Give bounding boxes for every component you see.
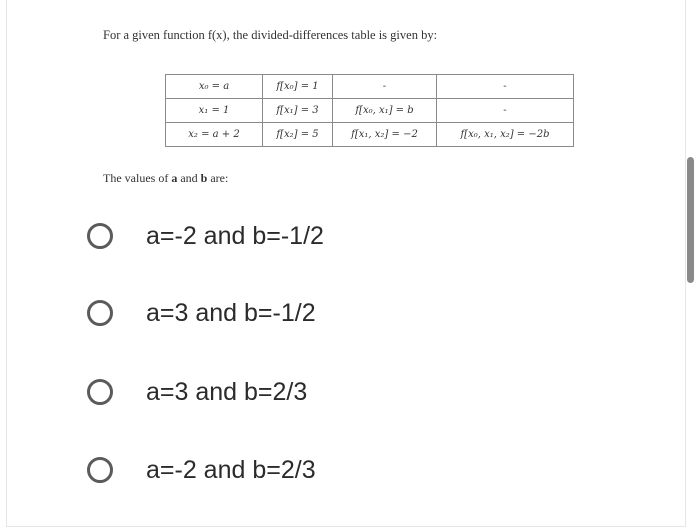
table-cell: - xyxy=(437,99,574,123)
option-label: a=-2 and b=2/3 xyxy=(146,455,316,484)
table-row xyxy=(166,123,574,147)
option-label: a=3 and b=-1/2 xyxy=(146,298,316,327)
table-cell: - xyxy=(333,75,437,99)
table-cell: f[x₂] = 5 xyxy=(263,123,333,147)
table-row xyxy=(166,99,574,123)
table-cell: f[x₀, x₁] = b xyxy=(333,99,437,123)
option-label: a=3 and b=2/3 xyxy=(146,377,308,406)
answer-prompt xyxy=(103,171,228,186)
table-cell: x₁ = 1 xyxy=(166,99,263,123)
table-cell: x₂ = a + 2 xyxy=(166,123,263,147)
prompt-middle: and xyxy=(180,171,198,185)
answer-option-4[interactable] xyxy=(87,452,316,488)
radio-button-icon[interactable] xyxy=(87,300,113,326)
radio-button-icon[interactable] xyxy=(87,379,113,405)
radio-button-icon[interactable] xyxy=(87,457,113,483)
prompt-var-b: b xyxy=(200,171,208,185)
table-cell: x₀ = a xyxy=(166,75,263,99)
table-cell: f[x₁] = 3 xyxy=(263,99,333,123)
scrollbar-thumb[interactable] xyxy=(687,157,694,283)
table-cell: f[x₀] = 1 xyxy=(263,75,333,99)
table-cell: f[x₀, x₁, x₂] = −2b xyxy=(437,123,574,147)
table-cell: f[x₁, x₂] = −2 xyxy=(333,123,437,147)
prompt-suffix: are: xyxy=(210,171,229,185)
answer-option-3[interactable] xyxy=(87,374,307,410)
table-cell: - xyxy=(437,75,574,99)
answer-option-2[interactable] xyxy=(87,295,316,331)
prompt-prefix: The values of xyxy=(103,171,169,185)
option-label: a=-2 and b=-1/2 xyxy=(146,221,324,250)
question-text: For a given function f(x), the divided-differences table is given by: xyxy=(103,28,438,42)
answer-option-1[interactable] xyxy=(87,218,324,254)
divided-differences-table xyxy=(165,74,574,147)
prompt-var-a: a xyxy=(171,171,178,185)
radio-button-icon[interactable] xyxy=(87,223,113,249)
table-row xyxy=(166,75,574,99)
